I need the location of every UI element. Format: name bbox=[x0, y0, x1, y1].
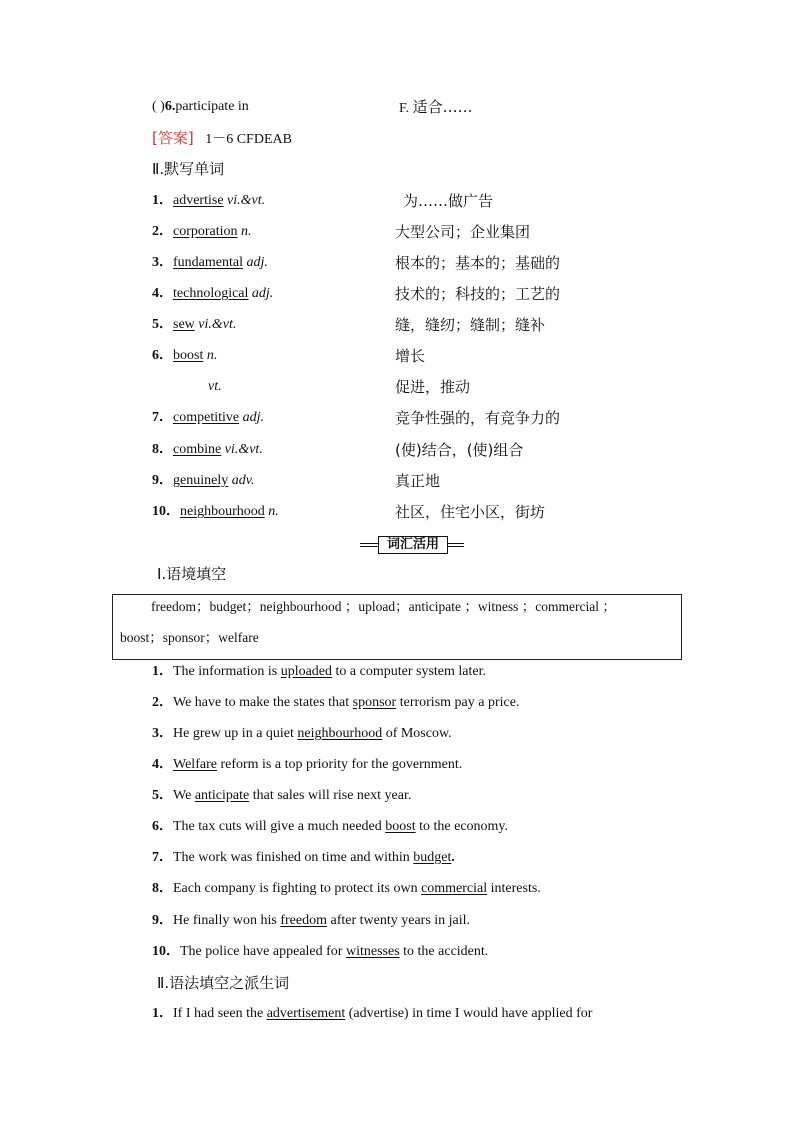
answer-word: Welfare bbox=[173, 757, 217, 772]
part-of-speech: vi.&vt. bbox=[227, 193, 266, 208]
item-number: 8． bbox=[152, 881, 173, 896]
sentence-end: interests. bbox=[487, 881, 541, 896]
vocab-word: genuinely bbox=[173, 473, 229, 488]
part-of-speech: adj. bbox=[242, 410, 264, 425]
sentence-end: to a computer system later. bbox=[332, 664, 486, 679]
part-of-speech: n. bbox=[268, 504, 279, 519]
answer-word: neighbourhood bbox=[297, 726, 383, 741]
vocab-meaning: 根本的；基本的；基础的 bbox=[395, 254, 561, 272]
part-of-speech: vt. bbox=[208, 379, 222, 394]
vocab-item bbox=[152, 285, 273, 303]
fill-item bbox=[152, 787, 411, 805]
item-number: 3． bbox=[152, 726, 173, 741]
vocab-meaning: 真正地 bbox=[395, 472, 441, 490]
grammar-item bbox=[152, 1005, 592, 1023]
question-number: 6. bbox=[164, 99, 176, 114]
vocab-word: competitive bbox=[173, 410, 240, 425]
item-number: 4． bbox=[152, 757, 173, 772]
vocab-meaning: (使)结合，(使)组合 bbox=[395, 441, 524, 459]
vocab-item bbox=[152, 472, 254, 490]
sentence-start: We have to make the states that bbox=[173, 695, 353, 710]
vocab-item bbox=[152, 409, 264, 427]
vocab-word: advertise bbox=[173, 193, 224, 208]
vocab-item bbox=[152, 347, 217, 365]
fill-item bbox=[152, 694, 519, 712]
item-number: 1． bbox=[152, 193, 173, 208]
vocab-meaning: 技术的；科技的；工艺的 bbox=[395, 285, 561, 303]
vocab-word: fundamental bbox=[173, 255, 243, 270]
fill-item bbox=[152, 849, 455, 867]
section-title-derivatives: Ⅱ.语法填空之派生词 bbox=[157, 974, 290, 992]
question-6-row bbox=[152, 98, 249, 116]
answer-paren: ( ) bbox=[152, 99, 165, 114]
item-number: 10． bbox=[152, 944, 180, 959]
sentence-end: to the accident. bbox=[399, 944, 489, 959]
sentence-start: He finally won his bbox=[173, 913, 281, 928]
vocab-meaning: 增长 bbox=[395, 347, 426, 365]
sentence-start: The tax cuts will give a much needed bbox=[173, 819, 386, 834]
vocab-item bbox=[152, 441, 263, 459]
item-number: 1． bbox=[152, 664, 173, 679]
answer-word: advertisement bbox=[266, 1006, 346, 1021]
vocab-meaning: 缝，缝纫；缝制；缝补 bbox=[395, 316, 546, 334]
vocab-meaning: 大型公司；企业集团 bbox=[395, 223, 531, 241]
item-number: 6． bbox=[152, 819, 173, 834]
sentence-end: reform is a top priority for the government. bbox=[216, 757, 463, 772]
option-row bbox=[399, 98, 473, 118]
fill-item bbox=[152, 912, 470, 930]
answer-word: freedom bbox=[280, 913, 327, 928]
vocab-meaning: 为……做广告 bbox=[403, 192, 494, 210]
item-number: 9． bbox=[152, 473, 173, 488]
vocab-item bbox=[152, 503, 279, 521]
sentence-start: The work was finished on time and within bbox=[173, 850, 414, 865]
sentence-end: . bbox=[451, 850, 455, 865]
part-of-speech: adv. bbox=[231, 473, 255, 488]
fill-item bbox=[152, 943, 488, 961]
vocab-meaning: 促进，推动 bbox=[395, 378, 471, 396]
sentence-start: If I had seen the bbox=[173, 1006, 267, 1021]
vocab-meaning: 竞争性强的，有竞争力的 bbox=[395, 409, 561, 427]
item-number: 1． bbox=[152, 1006, 173, 1021]
option-meaning: 适合…… bbox=[412, 98, 473, 116]
item-number: 7． bbox=[152, 850, 173, 865]
vocab-word: neighbourhood bbox=[180, 504, 265, 519]
vocab-item bbox=[152, 316, 236, 334]
answer-word: anticipate bbox=[194, 788, 250, 803]
part-of-speech: vi.&vt. bbox=[224, 442, 263, 457]
item-number: 5． bbox=[152, 317, 173, 332]
item-number: 10． bbox=[152, 504, 180, 519]
vocab-meaning: 社区，住宅小区，街坊 bbox=[395, 503, 546, 521]
sentence-end: terrorism pay a price. bbox=[396, 695, 520, 710]
vocab-word: technological bbox=[173, 286, 249, 301]
answer-word: sponsor bbox=[352, 695, 397, 710]
sentence-start: The police have appealed for bbox=[180, 944, 346, 959]
part-of-speech: vi.&vt. bbox=[198, 317, 237, 332]
section-banner bbox=[360, 536, 464, 552]
sentence-end: of Moscow. bbox=[382, 726, 452, 741]
sentence-end: to the economy. bbox=[415, 819, 509, 834]
banner-label: 词汇活用 bbox=[378, 536, 448, 554]
part-of-speech: n. bbox=[241, 224, 252, 239]
sentence-end: (advertise) in time I would have applied for bbox=[345, 1006, 593, 1021]
sentence-end: that sales will rise next year. bbox=[249, 788, 412, 803]
vocab-word: sew bbox=[173, 317, 195, 332]
item-number: 3． bbox=[152, 255, 173, 270]
answer-word: uploaded bbox=[280, 664, 333, 679]
item-number: 8． bbox=[152, 442, 173, 457]
section-title-context-fill: Ⅰ.语境填空 bbox=[157, 565, 227, 583]
option-letter: F. bbox=[399, 101, 410, 116]
answer-row bbox=[152, 129, 292, 149]
vocab-word: boost bbox=[173, 348, 204, 363]
sentence-end: after twenty years in jail. bbox=[326, 913, 471, 928]
sentence-start: Each company is fighting to protect its own bbox=[173, 881, 422, 896]
sentence-start: The information is bbox=[173, 664, 281, 679]
vocab-item bbox=[152, 223, 252, 241]
answer-text: 1－6 CFDEAB bbox=[205, 132, 292, 147]
fill-item bbox=[152, 818, 508, 836]
phrase: participate in bbox=[175, 99, 249, 114]
vocab-item bbox=[152, 192, 265, 210]
item-number: 6． bbox=[152, 348, 173, 363]
sentence-start: He grew up in a quiet bbox=[173, 726, 298, 741]
answer-word: budget bbox=[413, 850, 452, 865]
fill-item bbox=[152, 880, 541, 898]
item-number: 5． bbox=[152, 788, 173, 803]
word-bank-line-1: freedom；budget；neighbourhood ；upload；anticipate ；witness ；commercial ； bbox=[151, 599, 616, 614]
vocab-item bbox=[152, 254, 268, 272]
item-number: 2． bbox=[152, 224, 173, 239]
vocab-word: corporation bbox=[173, 224, 238, 239]
item-number: 7． bbox=[152, 410, 173, 425]
word-bank-line-2: boost；sponsor；welfare bbox=[120, 630, 259, 645]
answer-word: witnesses bbox=[345, 944, 400, 959]
part-of-speech: adj. bbox=[246, 255, 268, 270]
fill-item bbox=[152, 663, 486, 681]
item-number: 2． bbox=[152, 695, 173, 710]
vocab-word: combine bbox=[173, 442, 222, 457]
answer-word: boost bbox=[385, 819, 416, 834]
answer-tag: [答案] bbox=[152, 129, 194, 147]
fill-item bbox=[152, 756, 462, 774]
answer-word: commercial bbox=[421, 881, 488, 896]
part-of-speech: adj. bbox=[251, 286, 274, 301]
section-title-dictation: Ⅱ.默写单词 bbox=[152, 160, 225, 178]
fill-item bbox=[152, 725, 452, 743]
vocab-item bbox=[208, 378, 222, 396]
part-of-speech: n. bbox=[206, 348, 218, 363]
item-number: 4． bbox=[152, 286, 173, 301]
sentence-start: We bbox=[173, 788, 195, 803]
item-number: 9． bbox=[152, 913, 173, 928]
